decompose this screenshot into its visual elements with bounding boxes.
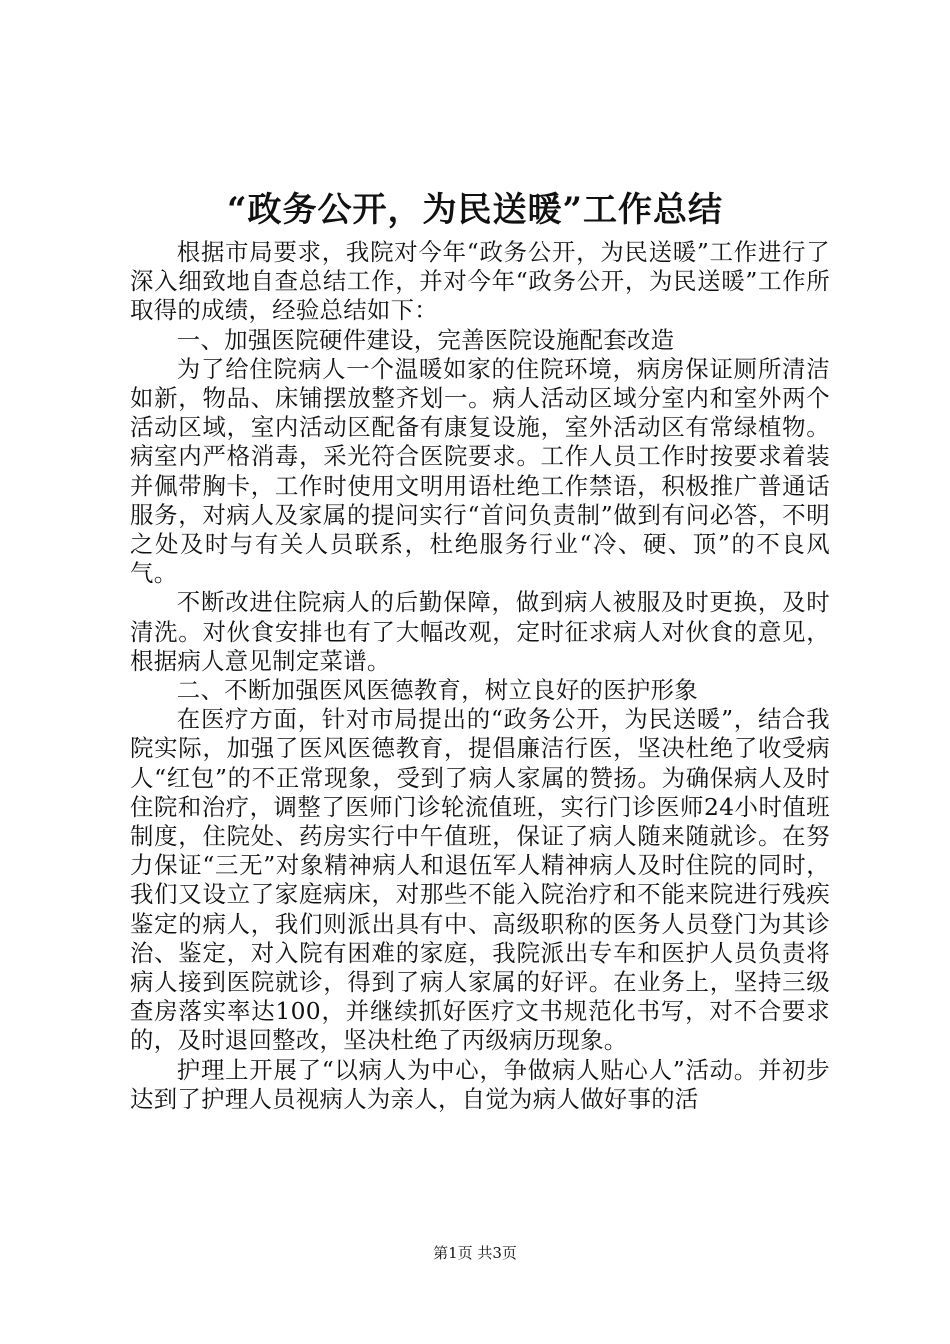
paragraph-nursing: 护理上开展了“以病人为中心，争做病人贴心人”活动。并初步达到了护理人员视病人为亲人，自觉为病人做好事的活 bbox=[130, 1055, 830, 1113]
paragraph-intro: 根据市局要求，我院对今年“政务公开，为民送暖”工作进行了深入细致地自查总结工作，并对今年“政务公开，为民送暖”工作所取得的成绩，经验总结如下： bbox=[130, 238, 830, 325]
section-heading-2: 二、不断加强医风医德教育，树立良好的医护形象 bbox=[176, 676, 698, 705]
paragraph-logistics: 不断改进住院病人的后勤保障，做到病人被服及时更换，及时清洗。对伙食安排也有了大幅改观，定时征求病人对伙食的意见，根据病人意见制定菜谱。 bbox=[130, 588, 830, 675]
paragraph-medical: 在医疗方面，针对市局提出的“政务公开，为民送暖”，结合我院实际，加强了医风医德教育，提倡廉洁行医，坚决杜绝了收受病人“红包”的不正常现象，受到了病人家属的赞扬。为确保病人及时住院和治疗，调整了医师门诊轮流值班，实行门诊医师24小时值班制度，住院处、药房实行中午值班，保证了病人随来随就诊。在努力保证“三无”对象精神病人和退伍军人精神病人及时住院的同时，我们又设立了家庭病床，对那些不能入院治疗和不能来院进行残疾鉴定的病人，我们则派出具有中、高级职称的医务人员登门为其诊治、鉴定，对入院有困难的家庭，我院派出专车和医护人员负责将病人接到医院就诊，得到了病人家属的好评。在业务上，坚持三级查房落实率达100，并继续抓好医疗文书规范化书写，对不合要求的，及时退回整改，坚决杜绝了丙级病历现象。 bbox=[130, 705, 830, 1055]
paragraph-environment: 为了给住院病人一个温暖如家的住院环境，病房保证厕所清洁如新，物品、床铺摆放整齐划一。病人活动区域分室内和室外两个活动区域，室内活动区配备有康复设施，室外活动区有常绿植物。病室内严格消毒，采光符合医院要求。工作人员工作时按要求着装并佩带胸卡，工作时使用文明用语杜绝工作禁语，积极推广普通话服务，对病人及家属的提问实行“首问负责制”做到有问必答，不明之处及时与有关人员联系，杜绝服务行业“冷、硬、顶”的不良风气。 bbox=[130, 354, 830, 588]
document-title: “政务公开，为民送暖”工作总结 bbox=[226, 190, 724, 230]
document-body bbox=[130, 238, 830, 1114]
page-number-footer: 第1页 共3页 bbox=[433, 1244, 517, 1262]
section-heading-1: 一、加强医院硬件建设，完善医院设施配套改造 bbox=[176, 325, 675, 354]
